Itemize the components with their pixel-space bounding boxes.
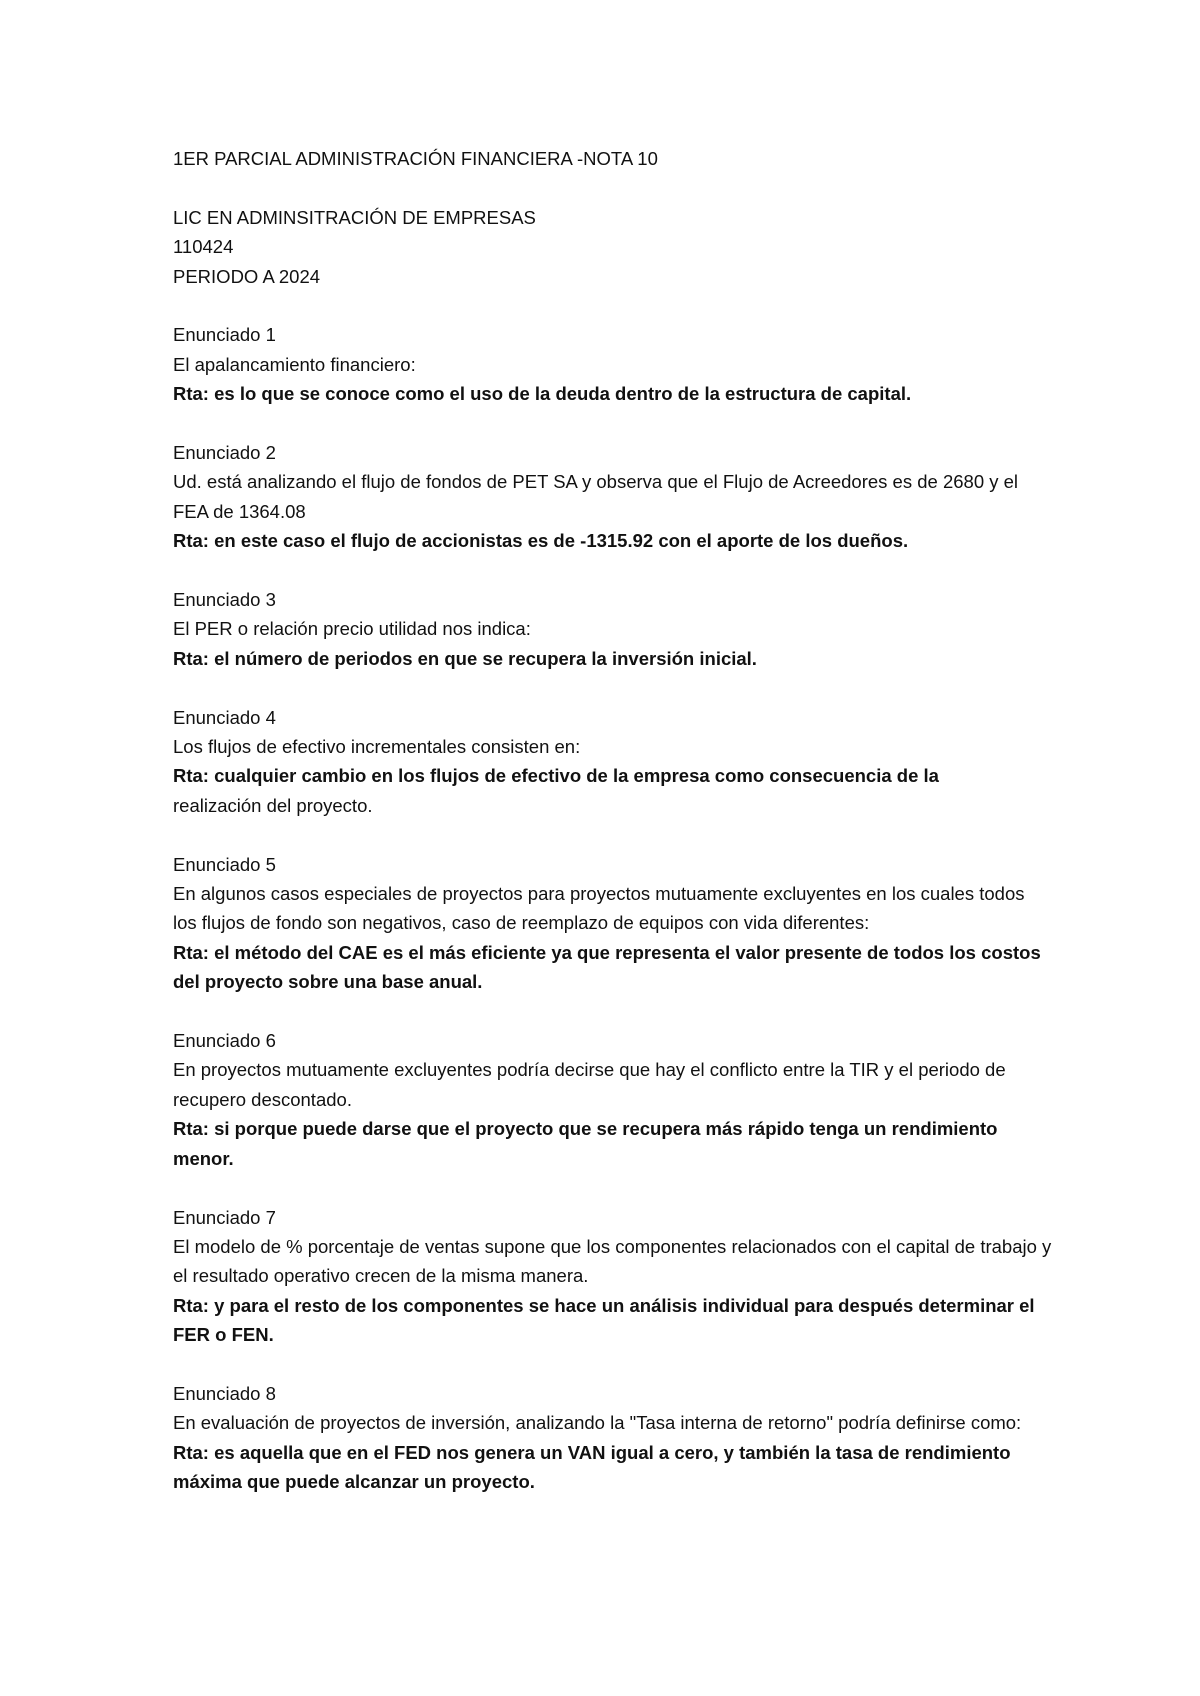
period: PERIODO A 2024 bbox=[173, 265, 321, 287]
item-answer: Rta: el método del CAE es el más eficiente ya que representa el valor presente de todos los costos del proyecto sobre una base anual. bbox=[173, 941, 1041, 993]
item-label: Enunciado 5 bbox=[173, 853, 276, 875]
document-title: 1ER PARCIAL ADMINISTRACIÓN FINANCIERA -NOTA 10 bbox=[173, 148, 658, 169]
item-answer: Rta: cualquier cambio en los flujos de efectivo de la empresa como consecuencia de la bbox=[173, 765, 939, 787]
item-answer: Rta: en este caso el flujo de accionistas es de -1315.92 con el aporte de los dueños. bbox=[173, 530, 909, 552]
item-question: El PER o relación precio utilidad nos indica: bbox=[173, 618, 531, 640]
item-label: Enunciado 8 bbox=[173, 1382, 276, 1404]
item-question: El apalancamiento financiero: bbox=[173, 353, 416, 375]
item-label: Enunciado 7 bbox=[173, 1206, 276, 1228]
item-answer: Rta: es aquella que en el FED nos genera un VAN igual a cero, y también la tasa de rendimiento máxima que puede alcanzar un proyecto. bbox=[173, 1441, 1011, 1493]
item-answer-continuation: realización del proyecto. bbox=[173, 794, 373, 816]
item-question: Ud. está analizando el flujo de fondos de PET SA y observa que el Flujo de Acreedores es de 2680 y el FEA de 1364.08 bbox=[173, 471, 1019, 522]
spacer bbox=[173, 409, 1053, 438]
spacer bbox=[173, 1173, 1053, 1202]
item-answer: Rta: es lo que se conoce como el uso de la deuda dentro de la estructura de capital. bbox=[173, 383, 912, 405]
spacer bbox=[173, 1350, 1053, 1379]
item-question: En algunos casos especiales de proyectos para proyectos mutuamente excluyentes en los cuales todos los flujos de fondo son negativos, caso de reemplazo de equipos con vida diferentes: bbox=[173, 883, 1025, 934]
item-question: Los flujos de efectivo incrementales consisten en: bbox=[173, 736, 581, 758]
item-question: El modelo de % porcentaje de ventas supone que los componentes relacionados con el capital de trabajo y el resultado operativo crecen de la misma manera. bbox=[173, 1235, 1052, 1287]
item-question: En proyectos mutuamente excluyentes podría decirse que hay el conflicto entre la TIR y el periodo de recupero descontado. bbox=[173, 1059, 1006, 1110]
course-code: 110424 bbox=[173, 236, 234, 258]
item-label: Enunciado 1 bbox=[173, 324, 276, 346]
document-body bbox=[173, 144, 1053, 1497]
spacer bbox=[173, 997, 1053, 1026]
career-name: LIC EN ADMINSITRACIÓN DE EMPRESAS bbox=[173, 206, 536, 228]
item-question: En evaluación de proyectos de inversión, analizando la "Tasa interna de retorno" podría definirse como: bbox=[173, 1412, 1022, 1434]
item-answer: Rta: y para el resto de los componentes se hace un análisis individual para después determinar el FER o FEN. bbox=[173, 1294, 1035, 1346]
item-answer: Rta: si porque puede darse que el proyecto que se recupera más rápido tenga un rendimiento menor. bbox=[173, 1118, 998, 1169]
item-label: Enunciado 3 bbox=[173, 589, 276, 611]
item-label: Enunciado 4 bbox=[173, 706, 276, 728]
spacer bbox=[173, 291, 1053, 320]
spacer bbox=[173, 556, 1053, 585]
spacer bbox=[173, 820, 1053, 849]
item-label: Enunciado 6 bbox=[173, 1030, 276, 1052]
spacer bbox=[173, 673, 1053, 702]
spacer bbox=[173, 173, 1053, 202]
item-label: Enunciado 2 bbox=[173, 442, 276, 464]
item-answer: Rta: el número de periodos en que se recupera la inversión inicial. bbox=[173, 647, 757, 669]
